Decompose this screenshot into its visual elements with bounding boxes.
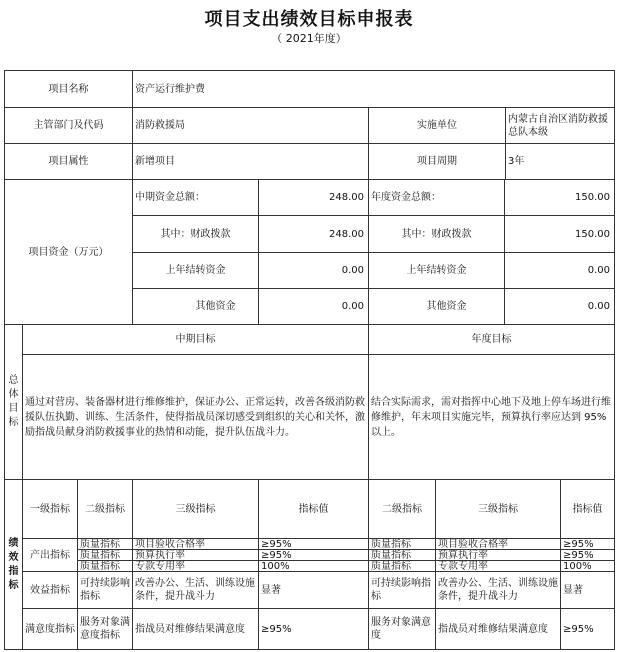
satisfaction-indicator-label: 满意度指标: [25, 623, 75, 635]
table-row-0-l2b: 质量指标: [371, 539, 411, 549]
year-goal-text: 结合实际需求，需对指挥中心地下及地上停车场进行维修维护，年末项目实施完毕，预算执行率应达到 95%以上。: [371, 396, 611, 438]
project-name-label: 项目名称: [48, 83, 89, 95]
mid-goal-text: 通过对营房、装备器材进行维修维护，保证办公、正常运转，改善各级消防救援队伍执勤、训练、生活条件，使得指战员深切感受到组织的关心和关怀，激励指战员献身消防救援事业的热情和动能，提升队伍战斗力。: [25, 396, 365, 438]
table-row-0-l2: 质量指标: [80, 539, 120, 549]
year-total-value: 150.00: [575, 192, 610, 203]
year-goal-header: 年度目标: [471, 334, 512, 345]
period-label: 项目周期: [417, 156, 457, 167]
table-row-3-l2b: 可持续影响指标: [371, 578, 431, 602]
year-fiscal-value: 150.00: [575, 228, 610, 240]
table-row-2-l2b: 质量指标: [371, 561, 411, 571]
output-indicator-label: 产出指标: [30, 549, 70, 561]
table-row-1-vb: ≥95%: [563, 550, 594, 560]
attr-value: 新增项目: [135, 156, 175, 167]
table-row-2-l2: 质量指标: [80, 561, 120, 571]
table-row-3-v: 显著: [261, 584, 281, 596]
year-fiscal-label: 其中：财政拨款: [401, 228, 472, 240]
benefit-indicator-label: 效益指标: [30, 584, 70, 596]
mid-carry-label: 上年结转资金: [165, 265, 226, 276]
table-row-4-l2: 服务对象满意度指标: [80, 617, 130, 641]
table-row-4-l3b: 指战员对维修结果满意度: [438, 623, 548, 635]
table-row-3-l3: 改善办公、生活、训练设施条件，提升战斗力: [135, 578, 255, 602]
unit-value: 内蒙古自治区消防救援总队本级: [508, 113, 608, 138]
table-row-2-l3: 专款专用率: [135, 561, 185, 571]
mid-goal-header: 中期目标: [175, 334, 216, 345]
table-row-1-v: ≥95%: [261, 550, 292, 560]
unit-label: 实施单位: [417, 120, 457, 131]
year-carry-label: 上年结转资金: [406, 265, 467, 276]
table-row-1-l3b: 预算执行率: [438, 550, 488, 560]
mid-other-label: 其他资金: [195, 301, 236, 312]
header-level1: 一级指标: [30, 503, 70, 515]
project-name-value: 资产运行维护费: [135, 83, 205, 95]
year-other-label: 其他资金: [426, 301, 467, 312]
table-row-3-l2: 可持续影响指标: [80, 578, 130, 602]
goals-label: 总体目标: [8, 375, 19, 428]
table-row-3-l3b: 改善办公、生活、训练设施条件，提升战斗力: [438, 578, 558, 602]
year-carry-value: 0.00: [587, 265, 610, 276]
header-level2-b: 二级指标: [382, 503, 422, 515]
indicators-label: 绩效指标: [8, 537, 19, 591]
table-row-4-l3: 指战员对维修结果满意度: [135, 623, 245, 635]
mid-fiscal-value: 248.00: [329, 228, 364, 240]
mid-carry-value: 0.00: [341, 265, 364, 276]
indicators-label-cell: [5, 480, 22, 649]
goals-label-cell: [5, 325, 22, 479]
table-row-4-vb: ≥95%: [563, 623, 594, 635]
header-level3-b: 三级指标: [478, 503, 518, 515]
table-row-2-vb: 100%: [563, 561, 592, 571]
table-row-0-vb: ≥95%: [563, 539, 594, 549]
table-row-2-l3b: 专款专用率: [438, 561, 488, 571]
table-row-4-l2b: 服务对象满意度: [371, 617, 431, 641]
table-row-4-v: ≥95%: [261, 623, 292, 635]
mid-goal-cell: [23, 355, 368, 479]
period-value: 3年: [508, 156, 525, 167]
year-total-label: 年度资金总额：: [371, 192, 441, 203]
page-subtitle: （ 2021年度）: [271, 32, 347, 45]
table-row-1-l3: 预算执行率: [135, 550, 185, 560]
table-row-3-vb: 显著: [563, 584, 583, 596]
table-row-0-l3: 项目验收合格率: [135, 539, 205, 549]
dept-label: 主管部门及代码: [33, 120, 104, 131]
header-level3: 三级指标: [175, 503, 216, 515]
mid-fiscal-label: 其中：财政拨款: [160, 228, 231, 240]
table-row-0-l3b: 项目验收合格率: [438, 539, 508, 549]
header-value: 指标值: [298, 503, 329, 515]
page-title: 项目支出绩效目标申报表: [204, 9, 414, 30]
year-other-value: 0.00: [587, 301, 610, 312]
header-level2: 二级指标: [85, 503, 125, 515]
table-row-1-l2: 质量指标: [80, 550, 120, 560]
mid-other-value: 0.00: [341, 301, 364, 312]
table-row-0-v: ≥95%: [261, 539, 292, 549]
table-row-1-l2b: 质量指标: [371, 550, 411, 560]
mid-total-value: 248.00: [329, 192, 364, 203]
mid-total-label: 中期资金总额：: [135, 192, 205, 203]
header-value-b: 指标值: [572, 503, 603, 515]
attr-label: 项目属性: [48, 156, 89, 167]
table-row-2-v: 100%: [261, 561, 290, 571]
year-goal-cell: [369, 355, 614, 479]
funds-label: 项目资金（万元）: [28, 246, 109, 258]
dept-value: 消防救援局: [135, 120, 185, 131]
